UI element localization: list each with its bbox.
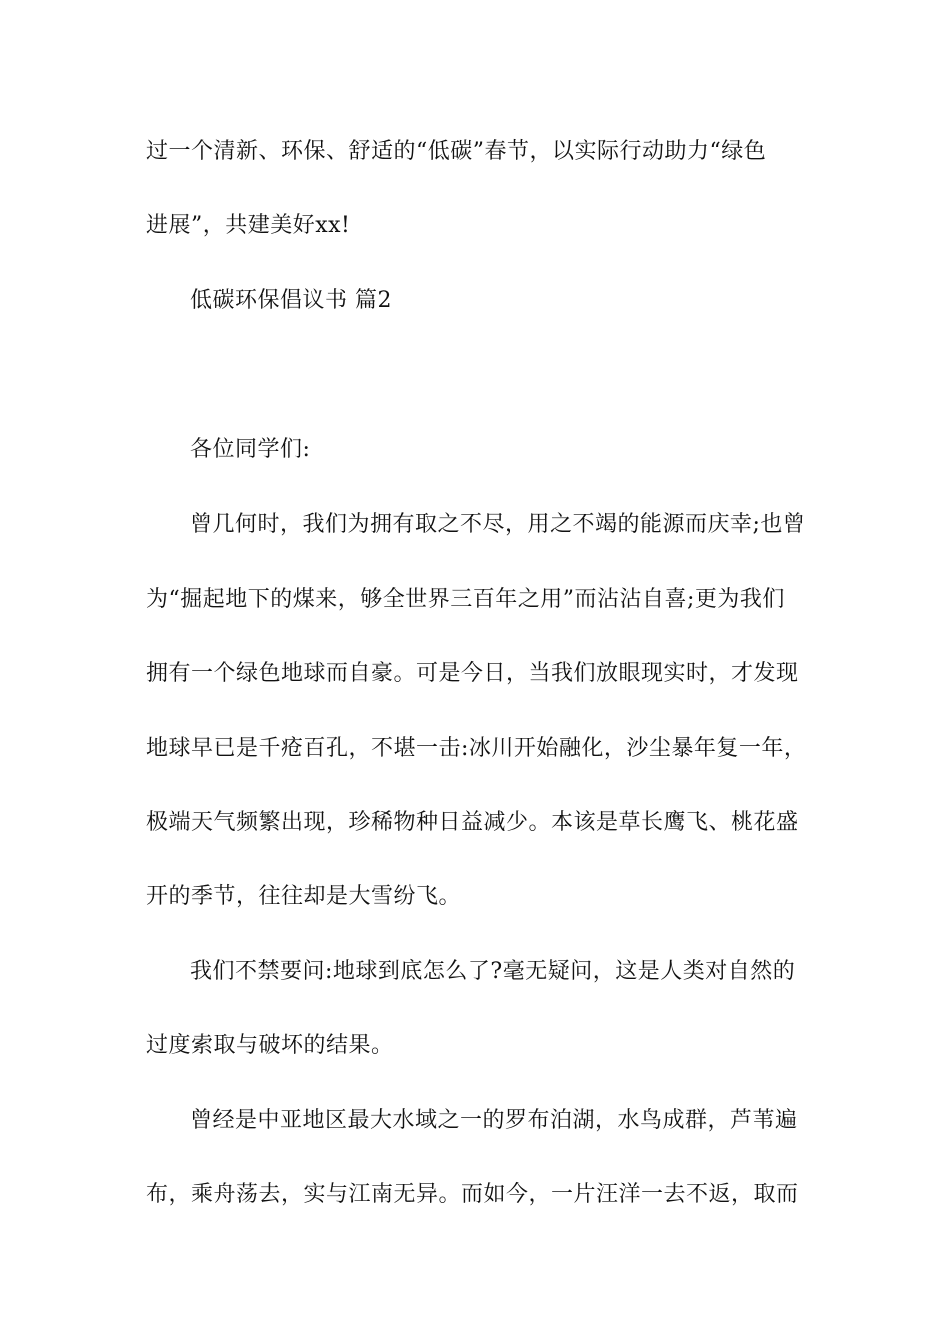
paragraph-line: 过一个清新、环保、舒适的“低碳”春节，以实际行动助力“绿色 bbox=[146, 139, 767, 164]
salutation: 各位同学们: bbox=[190, 437, 311, 462]
paragraph-line: 进展”，共建美好xx! bbox=[146, 213, 351, 238]
paragraph-line: 拥有一个绿色地球而自豪。可是今日，当我们放眼现实时，才发现 bbox=[146, 661, 799, 686]
paragraph-line: 开的季节，往往却是大雪纷飞。 bbox=[146, 884, 462, 909]
paragraph-line: 极端天气频繁出现，珍稀物种日益减少。本该是草长鹰飞、桃花盛 bbox=[146, 810, 799, 835]
paragraph-line: 曾经是中亚地区最大水域之一的罗布泊湖，水鸟成群，芦苇遍 bbox=[190, 1108, 798, 1133]
paragraph-line: 过度索取与破坏的结果。 bbox=[146, 1033, 394, 1058]
paragraph-line: 地球早已是千疮百孔，不堪一击:冰川开始融化，沙尘暴年复一年， bbox=[146, 736, 807, 761]
paragraph-line: 布，乘舟荡去，实与江南无异。而如今，一片汪洋一去不返，取而 bbox=[146, 1182, 799, 1207]
paragraph-line: 曾几何时，我们为拥有取之不尽，用之不竭的能源而庆幸;也曾 bbox=[190, 512, 806, 537]
section-heading: 低碳环保倡议书 篇2 bbox=[190, 288, 392, 313]
paragraph-line: 我们不禁要问:地球到底怎么了?毫无疑问，这是人类对自然的 bbox=[190, 959, 796, 984]
paragraph-line: 为“掘起地下的煤来，够全世界三百年之用”而沾沾自喜;更为我们 bbox=[146, 587, 785, 612]
